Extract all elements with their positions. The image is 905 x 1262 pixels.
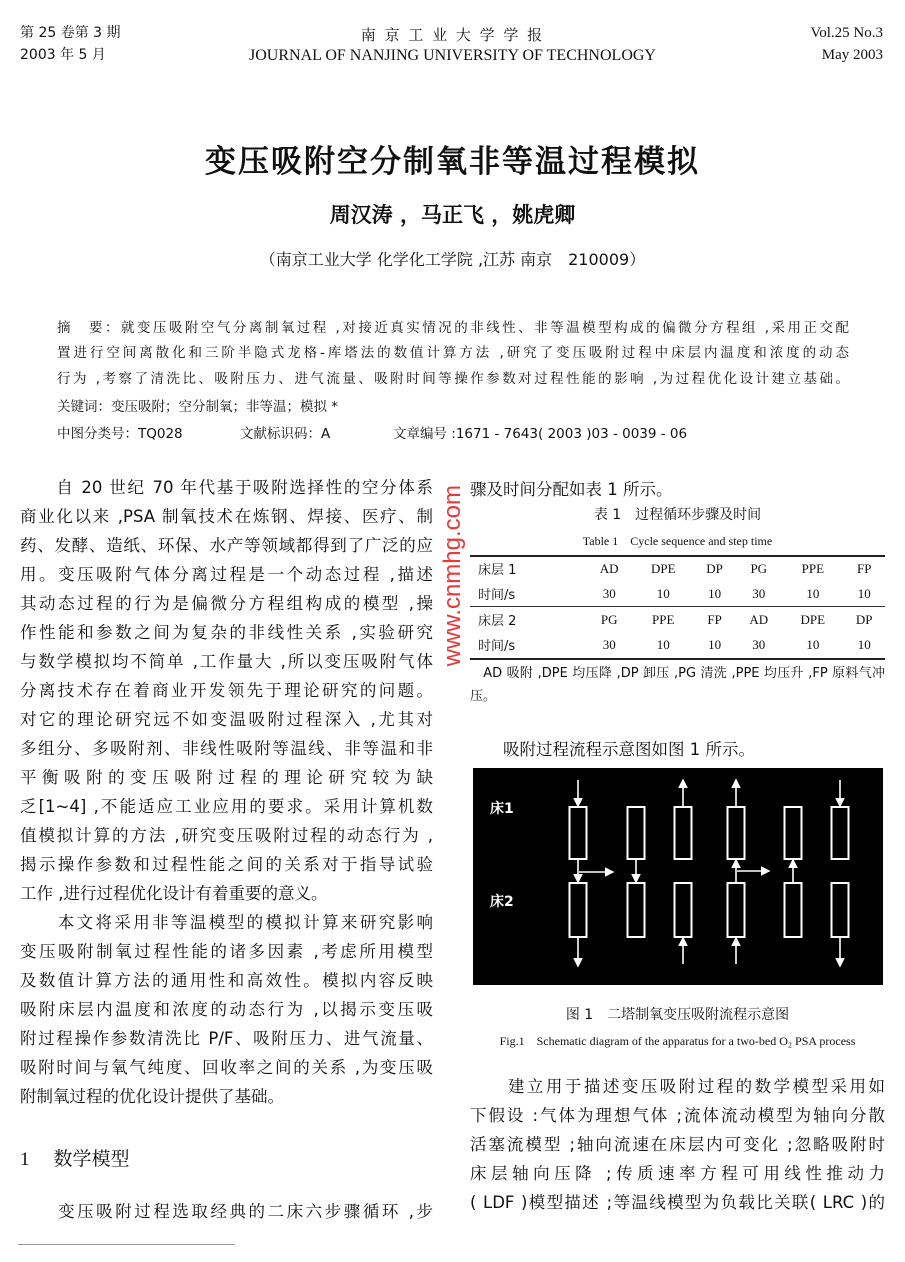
issue-date: 2003 年 5 月 bbox=[20, 47, 106, 63]
table-cell: AD bbox=[735, 607, 782, 633]
abstract-line: 摘 要：就变压吸附空气分离制氧过程 ,对接近真实情况的非线性、非等温模型构成的偏微分方程组 ,采用正交配 bbox=[57, 320, 849, 336]
cycle-table bbox=[470, 556, 885, 657]
table-caption-en: Table 1 Cycle sequence and step time bbox=[582, 534, 773, 548]
abstract-line: 置进行空间离散化和三阶半隐式龙格-库塔法的数值计算方法 ,研究了变压吸附过程中床层内温度和浓度的动态 bbox=[57, 345, 849, 361]
table-cell: PPE bbox=[801, 560, 825, 576]
table-cell: 30 bbox=[752, 636, 766, 652]
body-line: 自 20 世纪 70 年代基于吸附选择性的空分体系 bbox=[20, 478, 433, 497]
body-line: ( LDF )模型描述 ;等温线模型为负载比关联( LRC )的 bbox=[470, 1193, 885, 1212]
table-note-line: 压。 bbox=[470, 689, 497, 704]
table-cell: FP bbox=[856, 560, 872, 576]
body-line: 平衡吸附的变压吸附过程的理论研究较为缺 bbox=[20, 768, 433, 787]
bed1-label: 床1 bbox=[490, 801, 514, 817]
document-code: 文献标识码：A bbox=[240, 426, 331, 442]
table-cell: 10 bbox=[857, 585, 871, 601]
body-line: 值模拟计算的方法 ,研究变压吸附过程的动态行为 , bbox=[20, 826, 433, 845]
journal-name-en: JOURNAL OF NANJING UNIVERSITY OF TECHNOLOGY bbox=[249, 47, 656, 64]
body-line: 对它的理论研究远不如变温吸附过程深入 ,尤其对 bbox=[20, 710, 433, 729]
table-cell: 10 bbox=[806, 585, 820, 601]
bed1-column bbox=[728, 807, 745, 859]
table-cell: 10 bbox=[708, 585, 722, 601]
figure-caption-cn: 图 1 二塔制氧变压吸附流程示意图 bbox=[565, 1007, 790, 1023]
bed1-column bbox=[570, 807, 587, 859]
table-cell: 床层 1 bbox=[478, 563, 517, 578]
issue-info-en bbox=[810, 24, 883, 64]
body-line: 及数值计算方法的通用性和高效性。模拟内容反映 bbox=[20, 971, 433, 990]
table-cell: DP bbox=[843, 607, 885, 633]
table-cell: 10 bbox=[708, 636, 722, 652]
table-cell: 30 bbox=[602, 585, 616, 601]
authors: 周汉涛 ，马正飞 ，姚虎卿 bbox=[329, 203, 576, 227]
figure-caption-en: Fig.1 Schematic diagram of the apparatus for a two-bed O₂ PSA process bbox=[499, 1034, 856, 1048]
bed2-column bbox=[728, 883, 745, 937]
table-row bbox=[470, 556, 885, 581]
journal-name bbox=[200, 24, 705, 65]
table-cell: DP bbox=[706, 560, 723, 576]
table-cell: PG bbox=[586, 607, 633, 633]
body-line: 乏[1~4] ,不能适应工业应用的要求。采用计算机数 bbox=[20, 797, 433, 816]
paper-title: 变压吸附空分制氧非等温过程模拟 bbox=[205, 144, 700, 180]
table-row bbox=[470, 607, 885, 633]
issue-info bbox=[20, 24, 121, 64]
body-line: 吸附时间与氧气纯度、回收率之间的关系 ,为变压吸 bbox=[20, 1058, 433, 1077]
table-cell: 时间/s bbox=[478, 639, 516, 654]
table-note bbox=[470, 662, 885, 708]
table-cell: PPE bbox=[633, 607, 694, 633]
figure-intro: 吸附过程流程示意图如图 1 所示。 bbox=[470, 740, 755, 759]
body-line: 用。变压吸附气体分离过程是一个动态过程 ,描述 bbox=[20, 565, 433, 584]
bed1-column bbox=[628, 807, 645, 859]
table-cell: 30 bbox=[602, 636, 616, 652]
table-note-line: AD 吸附 ,DPE 均压降 ,DP 卸压 ,PG 清洗 ,PPE 均压升 ,FP 原料气冲 bbox=[470, 666, 885, 681]
table-cell: 30 bbox=[752, 585, 766, 601]
table-cell: 时间/s bbox=[478, 588, 516, 603]
body-line: 与数学模拟均不简单 ,工作量大 ,所以变压吸附气体 bbox=[20, 652, 433, 671]
section-number: 1 bbox=[20, 1149, 30, 1170]
bed2-label: 床2 bbox=[490, 894, 514, 910]
watermark: www.cnmhg.com bbox=[439, 485, 466, 667]
psa-schematic-figure bbox=[473, 768, 883, 985]
abstract-line: 行为 ,考察了清洗比、吸附压力、进气流量、吸附时间等操作参数对过程性能的影响 ,为过程优化设计建立基础。 bbox=[57, 371, 849, 387]
body-line: 附过程操作参数清洗比 P/F、吸附压力、进气流量、 bbox=[20, 1029, 433, 1048]
issue-date-en: May 2003 bbox=[821, 47, 883, 63]
bed1-column bbox=[675, 807, 692, 859]
section-heading bbox=[20, 1144, 130, 1171]
body-line: 附制氧过程的优化设计提供了基础。 bbox=[20, 1087, 284, 1106]
volume-issue: 第 25 卷第 3 期 bbox=[20, 25, 121, 41]
body-line: 下假设 :气体为理想气体 ;流体流动模型为轴向分散 bbox=[470, 1106, 885, 1125]
body-line: 活塞流模型 ;轴向流速在床层内可变化 ;忽略吸附时 bbox=[470, 1135, 885, 1154]
body-line: 其动态过程的行为是偏微分方程组构成的模型 ,操 bbox=[20, 594, 433, 613]
table-cell: 床层 2 bbox=[470, 607, 586, 633]
body-line: 工作 ,进行过程优化设计有着重要的意义。 bbox=[20, 884, 328, 903]
body-line: 床层轴向压降 ;传质速率方程可用线性推动力 bbox=[470, 1164, 885, 1183]
bed2-column bbox=[675, 883, 692, 937]
bed2-column bbox=[785, 883, 802, 937]
body-line: 揭示操作参数和过程性能之间的关系对于指导试验 bbox=[20, 855, 433, 874]
schematic-drawing bbox=[473, 768, 883, 985]
body-line: 作性能和参数之间为复杂的非线性关系 ,实验研究 bbox=[20, 623, 433, 642]
table-cell: FP bbox=[694, 607, 735, 633]
body-line: 吸附床层内温度和浓度的动态行为 ,以揭示变压吸 bbox=[20, 1000, 433, 1019]
table-caption-cn: 表 1 过程循环步骤及时间 bbox=[593, 507, 762, 523]
table-cell: PG bbox=[750, 560, 768, 576]
bed1-column bbox=[832, 807, 849, 859]
footnote-rule bbox=[18, 1244, 235, 1245]
body-line: 本文将采用非等温模型的模拟计算来研究影响 bbox=[20, 913, 433, 932]
table-row bbox=[470, 581, 885, 607]
table-cell: DPE bbox=[650, 560, 676, 576]
body-line: 药、发酵、造纸、环保、水产等领域都得到了广泛的应 bbox=[20, 536, 433, 555]
table-cell: 10 bbox=[656, 585, 670, 601]
affiliation: （南京工业大学 化学化工学院 ,江苏 南京 210009） bbox=[259, 250, 646, 269]
body-line: 变压吸附制氧过程性能的诸多因素 ,考虑所用模型 bbox=[20, 942, 433, 961]
body-line: 变压吸附过程选取经典的二床六步骤循环 ,步 bbox=[20, 1202, 433, 1221]
table-row bbox=[470, 632, 885, 657]
journal-name-cn: 南 京 工 业 大 学 学 报 bbox=[360, 26, 545, 44]
table-cell: 10 bbox=[857, 636, 871, 652]
bed1-column bbox=[785, 807, 802, 859]
table-cell: AD bbox=[599, 560, 619, 576]
table-cell: DPE bbox=[782, 607, 843, 633]
keywords: 关键词：变压吸附；空分制氧；非等温；模拟 * bbox=[57, 399, 339, 415]
body-line: 商业化以来 ,PSA 制氧技术在炼钢、焊接、医疗、制 bbox=[20, 507, 433, 526]
bed2-column bbox=[570, 883, 587, 937]
body-line: 分离技术存在着商业开发领先于理论研究的问题。 bbox=[20, 681, 433, 700]
table-cell: 10 bbox=[656, 636, 670, 652]
bed2-column bbox=[832, 883, 849, 937]
table-bottom-rule bbox=[470, 658, 885, 660]
volume-issue-en: Vol.25 No.3 bbox=[810, 25, 883, 41]
clc-number: 中图分类号：TQ028 bbox=[57, 426, 183, 442]
body-line: 多组分、多吸附剂、非线性吸附等温线、非等温和非 bbox=[20, 739, 433, 758]
body-line: 建立用于描述变压吸附过程的数学模型采用如 bbox=[470, 1077, 885, 1096]
article-number: 文章编号 :1671 - 7643( 2003 )03 - 0039 - 06 bbox=[393, 426, 688, 442]
body-line: 骤及时间分配如表 1 所示。 bbox=[470, 480, 673, 499]
bed2-column bbox=[628, 883, 645, 937]
table-cell: 10 bbox=[806, 636, 820, 652]
section-title: 数学模型 bbox=[53, 1148, 130, 1170]
